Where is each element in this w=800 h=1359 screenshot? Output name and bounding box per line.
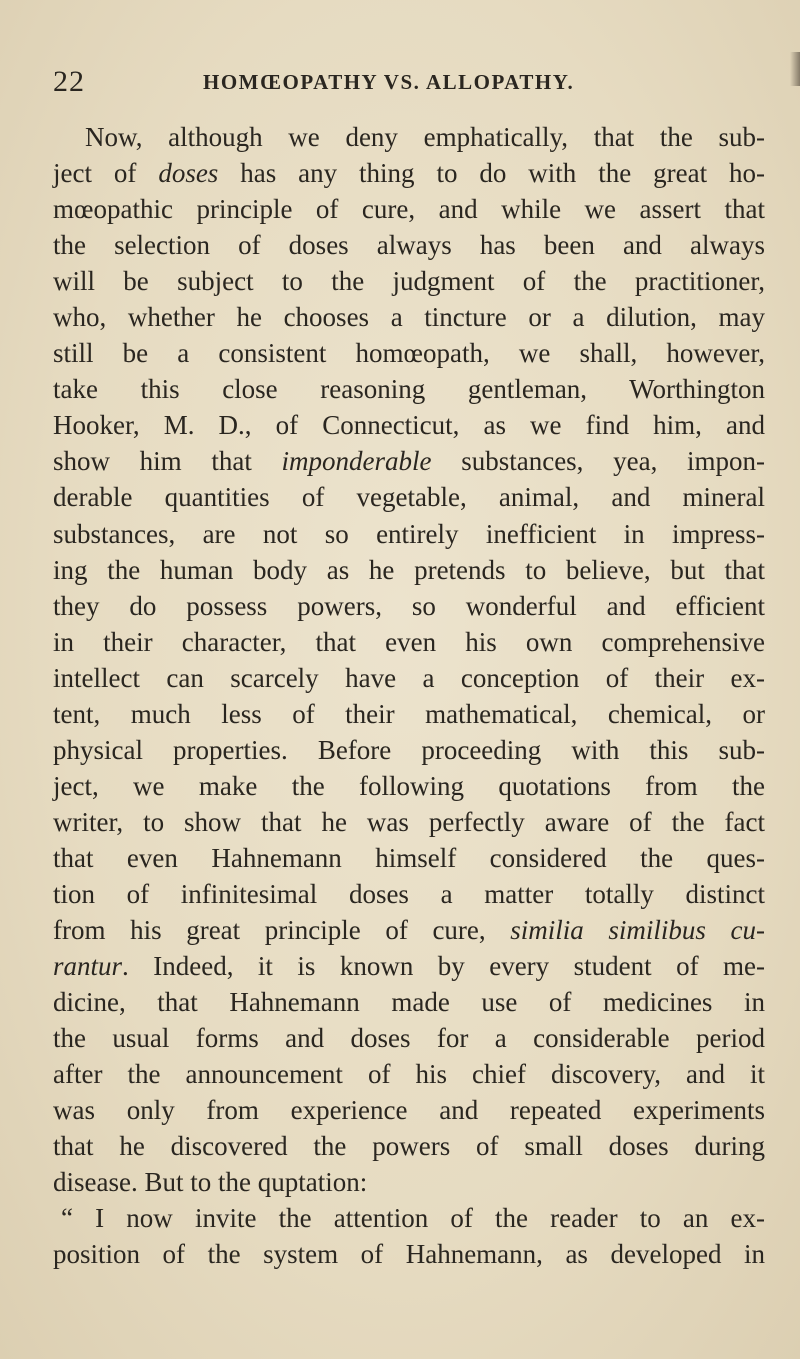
body-text [53,119,765,1273]
italic-term: similia similibus cu- [510,915,765,946]
text-line: the selection of doses always has been and always [53,230,765,261]
text-line: writer, to show that he was perfectly aware of the fact [53,806,765,837]
text-line: in their character, that even his own comprehensive [53,626,765,657]
text-line: tion of infinitesimal doses a matter totally distinct [53,878,765,909]
text-line: tent, much less of their mathematical, chemical, or [53,698,765,729]
text-line: take this close reasoning gentleman, Worthington [53,374,765,405]
text-line: ing the human body as he pretends to believe, but that [53,554,765,585]
text-line: was only from experience and repeated experiments [53,1095,765,1126]
text-line: “ I now invite the attention of the reader to an ex- [61,1203,765,1234]
text-line: intellect can scarcely have a conception of their ex- [53,662,765,693]
text-line: substances, are not so entirely inefficient in impress- [53,518,765,549]
text-line: position of the system of Hahnemann, as developed in [53,1239,765,1270]
text-line: after the announcement of his chief discovery, and it [53,1059,765,1090]
text-line: rantur. Indeed, it is known by every student of me- [53,951,765,982]
italic-term: rantur [53,951,123,982]
text-line: from his great principle of cure, similia similibus cu- [53,915,765,946]
text-line: will be subject to the judgment of the practitioner, [53,266,765,297]
text-line: ject of doses has any thing to do with the great ho- [53,158,766,189]
text-line: who, whether he chooses a tincture or a dilution, may [53,302,765,333]
text-line: physical properties. Before proceeding with this sub- [53,734,765,765]
text-line: derable quantities of vegetable, animal, and mineral [53,482,765,513]
running-title: HOMŒOPATHY VS. ALLOPATHY. [203,70,575,94]
italic-term: doses [158,158,219,189]
text-line: mœopathic principle of cure, and while we assert that [53,194,765,225]
text-line: dicine, that Hahnemann made use of medicines in [53,987,765,1018]
text-line: disease. But to the quptation: [53,1167,368,1198]
page-header [53,62,765,102]
italic-term: imponderable [281,446,432,477]
text-line: that even Hahnemann himself considered the ques- [53,842,765,873]
text-line: ject, we make the following quotations from the [53,770,765,801]
text-line: show him that imponderable substances, yea, impon- [53,446,766,477]
text-line: they do possess powers, so wonderful and efficient [53,590,765,621]
text-line: that he discovered the powers of small doses during [53,1131,765,1162]
text-line: still be a consistent homœopath, we shall, however, [53,338,765,369]
page-edge-mark [790,52,800,86]
page-number: 22 [53,65,85,98]
text-line: the usual forms and doses for a considerable period [53,1023,765,1054]
text-line: Now, although we deny emphatically, that the sub- [85,122,765,152]
text-line: Hooker, M. D., of Connecticut, as we find him, and [53,410,765,441]
